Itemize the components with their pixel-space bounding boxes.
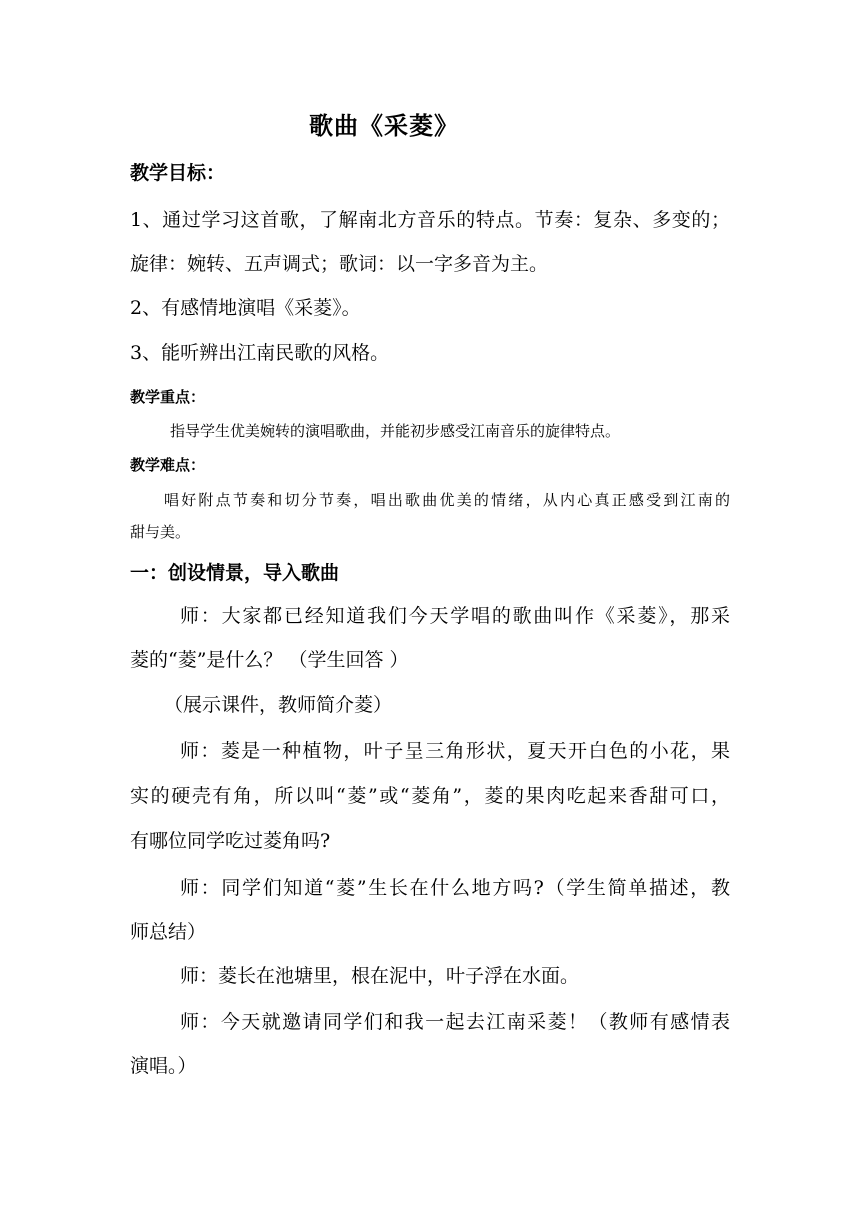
section-1-paragraph-1-line-2: 菱的“菱”是什么？ （学生回答 ） (130, 649, 409, 671)
section-1-paragraph-1-line-1: 师：大家都已经知道我们今天学唱的歌曲叫作《采菱》，那采 (180, 605, 730, 627)
section-1-paragraph-3-line-3: 有哪位同学吃过菱角吗? (130, 830, 331, 852)
objective-1-line-1: 1、通过学习这首歌，了解南北方音乐的特点。节奏：复杂、多变的； (130, 209, 730, 231)
section-1-paragraph-5: 师：菱长在池塘里，根在泥中，叶子浮在水面。 (180, 965, 580, 987)
key-points-text: 指导学生优美婉转的演唱歌曲，并能初步感受江南音乐的旋律特点。 (170, 422, 621, 440)
key-points-heading: 教学重点： (130, 388, 206, 406)
section-1-paragraph-3-line-1: 师：菱是一种植物，叶子呈三角形状，夏天开白色的小花，果 (180, 740, 730, 762)
objective-3: 3、能听辨出江南民歌的风格。 (130, 342, 390, 364)
difficulties-line-1: 唱好附点节奏和切分节奏，唱出歌曲优美的情绪，从内心真正感受到江南的 (164, 491, 730, 509)
section-1-paragraph-4-line-2: 师总结） (130, 921, 207, 943)
section-1-paragraph-3-line-2: 实的硬壳有角，所以叫“菱”或“菱角”，菱的果肉吃起来香甜可口， (130, 785, 730, 807)
section-1-paragraph-4-line-1: 师：同学们知道“菱”生长在什么地方吗?（学生简单描述，教 (180, 877, 730, 899)
section-1-heading: 一：创设情景，导入歌曲 (130, 562, 340, 584)
objective-2: 2、有感情地演唱《采菱》。 (130, 297, 361, 319)
section-1-paragraph-6-line-1: 师：今天就邀请同学们和我一起去江南采菱！（教师有感情表 (180, 1011, 730, 1033)
section-1-paragraph-6-line-2: 演唱。） (130, 1055, 197, 1077)
objective-1-line-2: 旋律：婉转、五声调式；歌词：以一字多音为主。 (130, 253, 549, 275)
objectives-heading: 教学目标： (130, 162, 226, 184)
section-1-paragraph-2: （展示课件，教师简介菱） (164, 694, 393, 716)
difficulties-heading: 教学难点： (130, 456, 206, 474)
page-title: 歌曲《采菱》 (309, 111, 459, 140)
difficulties-line-2: 甜与美。 (130, 523, 191, 541)
